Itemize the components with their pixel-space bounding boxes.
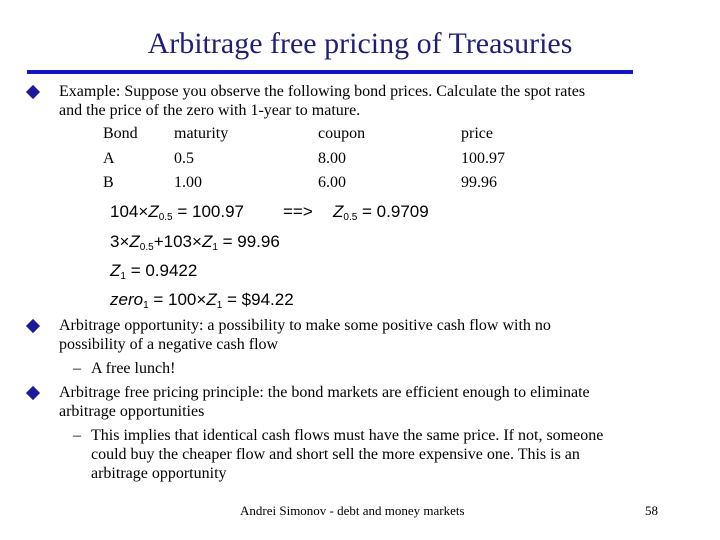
equation-line-3 bbox=[110, 260, 197, 288]
sub-bullet-dash: – bbox=[73, 360, 81, 377]
equation-line-1: $104\times Z_{0.5} = 100.97$ bbox=[110, 202, 244, 223]
bullet-3-line-2: arbitrage opportunities bbox=[59, 403, 205, 420]
bullet-2-sub-1: A free lunch! bbox=[91, 360, 176, 377]
equation-line-2: $3\times Z_{0.5}+103\times Z_1 = 99.96$ bbox=[110, 232, 280, 253]
table-header-maturity: maturity bbox=[174, 125, 229, 142]
table-cell: B bbox=[103, 174, 114, 191]
bullet-3-sub-1: This implies that identical cash flows must have the same price. If not, someone bbox=[91, 427, 604, 444]
bullet-2-line-1: Arbitrage opportunity: a possibility to make some positive cash flow with no bbox=[59, 317, 551, 334]
bullet-1-line-1: Example: Suppose you observe the following bond prices. Calculate the spot rates bbox=[59, 83, 586, 100]
eq-sub: 0.5 bbox=[158, 212, 173, 223]
table-header-price: price bbox=[461, 125, 493, 142]
eq-sub: 1 bbox=[212, 242, 218, 253]
diamond-bullet-icon bbox=[26, 319, 40, 333]
eq-coef: +103 bbox=[153, 232, 192, 251]
bullet-2-line-2: possibility of a negative cash flow bbox=[59, 336, 279, 353]
eq-rhs: = $94.22 bbox=[227, 290, 294, 309]
eq-var: Z bbox=[148, 202, 159, 221]
eq-var: Z bbox=[333, 202, 344, 221]
table-cell: 0.5 bbox=[174, 150, 194, 167]
eq-var: Z bbox=[206, 290, 217, 309]
table-cell: 1.00 bbox=[174, 174, 202, 191]
eq-rhs: = 0.9422 bbox=[130, 261, 198, 280]
table-cell: 6.00 bbox=[318, 174, 346, 191]
page-number: 58 bbox=[645, 503, 658, 518]
bullet-3-sub-3: arbitrage opportunity bbox=[91, 465, 227, 482]
table-cell: 99.96 bbox=[461, 174, 497, 191]
eq-sub: 1 bbox=[120, 271, 126, 282]
table-cell: 100.97 bbox=[461, 150, 505, 167]
eq-rhs: = 100.97 bbox=[177, 202, 244, 221]
sub-bullet-dash: – bbox=[73, 427, 81, 444]
diamond-bullet-icon bbox=[26, 85, 40, 99]
eq-coef: 104 bbox=[110, 202, 139, 221]
table-cell: A bbox=[103, 150, 115, 167]
eq-sub: 0.5 bbox=[139, 242, 154, 253]
equation-line-4: zero$_1$ = $100\times Z_1$ = $94.22 bbox=[110, 290, 294, 311]
diamond-bullet-icon bbox=[26, 386, 40, 400]
bullet-3-line-1: Arbitrage free pricing principle: the bond markets are efficient enough to eliminate bbox=[59, 384, 590, 401]
eq-var: Z bbox=[110, 261, 121, 280]
eq-coef: 3 bbox=[110, 232, 120, 251]
slide-title: Arbitrage free pricing of Treasuries bbox=[147, 27, 573, 60]
equation-line-1-result bbox=[333, 201, 429, 229]
eq-sub: 0.5 bbox=[343, 212, 358, 223]
table-header-coupon: coupon bbox=[318, 125, 366, 142]
eq-sub: 1 bbox=[143, 300, 149, 311]
footer-author: Andrei Simonov - debt and money markets bbox=[240, 503, 465, 518]
eq-var: zero bbox=[110, 290, 144, 309]
equation-arrow: ==> bbox=[283, 202, 313, 221]
eq-mid: = 100 bbox=[153, 290, 197, 309]
bullet-1-line-2: and the price of the zero with 1-year to mature. bbox=[59, 102, 361, 119]
eq-sub: 1 bbox=[216, 300, 223, 311]
eq-rhs: = 99.96 bbox=[222, 232, 280, 251]
table-header-bond: Bond bbox=[103, 125, 138, 142]
eq-var: Z bbox=[129, 232, 140, 251]
eq-rhs: = 0.9709 bbox=[362, 202, 429, 221]
title-underline bbox=[27, 70, 633, 74]
table-cell: 8.00 bbox=[318, 150, 346, 167]
eq-var: Z bbox=[201, 232, 213, 251]
bullet-3-sub-2: could buy the cheaper flow and short sell the more expensive one. This is an bbox=[91, 446, 580, 463]
